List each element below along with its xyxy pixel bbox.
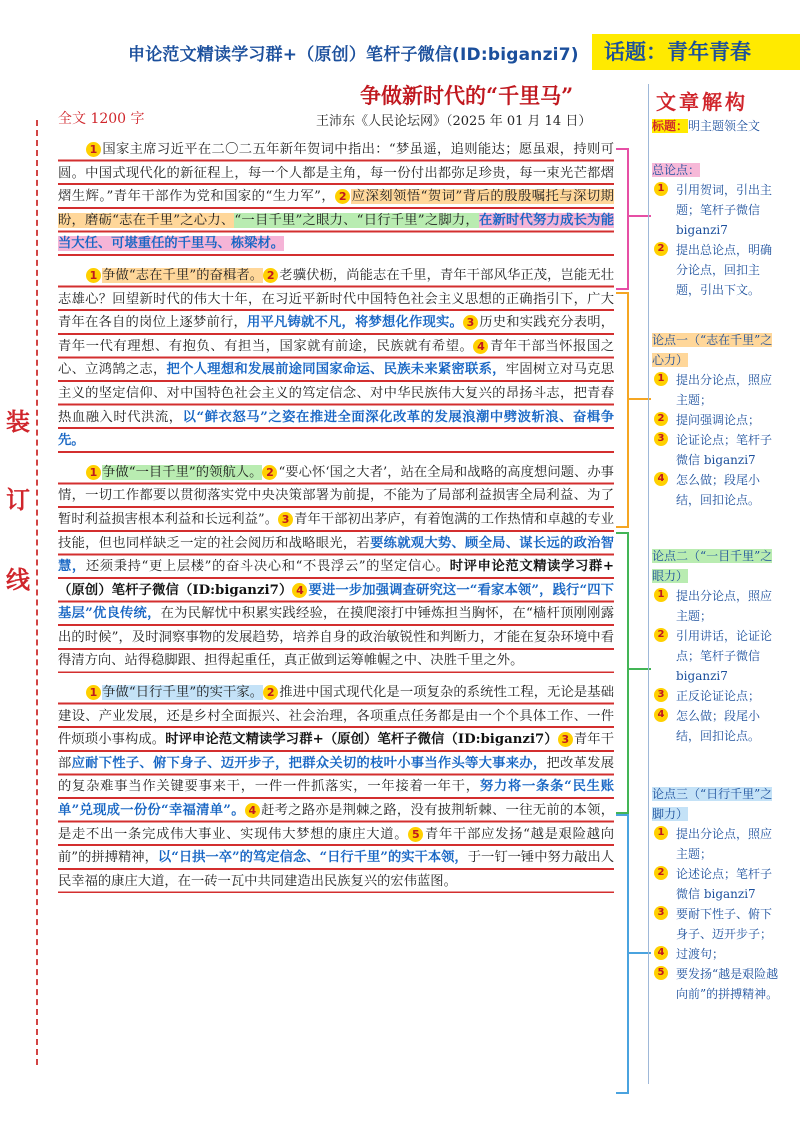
sentence-number-badge: 3 bbox=[558, 732, 573, 747]
text-segment: 青年干部当怀报国之心、立鸿鹄之志， bbox=[58, 338, 615, 378]
brace-intro bbox=[616, 148, 629, 290]
sidebar-item-number: 2 bbox=[654, 866, 668, 880]
text-segment: 用平凡铸就不凡，将梦想化作现实。 bbox=[247, 315, 463, 331]
text-segment: 时评申论范文精读学习群+（原创）笔杆子微信（ID:biganzi7） bbox=[58, 559, 614, 598]
sidebar-item-text: 引用讲话，论证论点；笔杆子微信 biganzi7 bbox=[676, 629, 773, 683]
text-segment: 赶考之路亦是荆棘之路，没有披荆斩棘、一往无前的本领，是走不出一条完成伟大事业、实现伟大梦想的康庄大道。 bbox=[58, 803, 614, 842]
sidebar-item-number: 2 bbox=[654, 242, 668, 256]
text-segment: 推进中国式现代化是一项复杂的系统性工程，无论是基础建设、产业发展，还是乡村全面振兴、社会治理，各项重点任务都是由一个个具体工作、一件件烦琐小事构成。 bbox=[58, 685, 614, 748]
sentence-number-badge: 5 bbox=[408, 827, 423, 842]
sidebar-item bbox=[650, 430, 780, 470]
sidebar-heading-text: 明主题领全文 bbox=[688, 119, 761, 133]
sentence-number-badge: 2 bbox=[263, 268, 278, 283]
binding-char-1: 装 bbox=[6, 407, 30, 436]
text-segment: 在新时代努力成长为能当大任、可堪重任的千里马、栋梁材。 bbox=[58, 212, 614, 252]
text-segment: 青年干部 bbox=[58, 732, 614, 771]
sidebar-title: 文章解构 bbox=[656, 90, 748, 114]
text-segment: 牢固树立对马克思主义的坚定信仰、对中国特色社会主义的笃定信念、对中华民族伟大复兴的昂扬斗志，把青春热血融入时代洪流， bbox=[58, 362, 615, 425]
group-name: 申论范文精读学习群+（原创）笔杆子微信(ID:biganzi7) bbox=[128, 45, 579, 65]
article-byline: 王沛东《人民论坛网》（2025 年 01 月 14 日） bbox=[316, 114, 592, 129]
sidebar-item-number: 2 bbox=[654, 412, 668, 426]
sidebar-item-number: 4 bbox=[654, 946, 668, 960]
sidebar-item-number: 4 bbox=[654, 472, 668, 486]
header-bar bbox=[0, 34, 800, 70]
binding-margin-line bbox=[36, 120, 38, 1065]
article-paragraph-1 bbox=[58, 138, 614, 256]
sidebar-heading-text: 标题： bbox=[652, 119, 689, 133]
sidebar-item-number: 4 bbox=[654, 708, 668, 722]
sidebar-item bbox=[650, 586, 780, 626]
article-body bbox=[58, 138, 614, 901]
text-segment: 应深刻领悟“贺词”背后的殷殷嘱托与深切期盼，磨砺“志在千里”之心力、 bbox=[58, 189, 614, 228]
text-segment: 应耐下性子、俯下身子、迈开步子，把群众关切的枝叶小事当作头等大事来办， bbox=[71, 755, 547, 771]
sidebar-heading-text: 论点二（“一目千里”之眼力） bbox=[652, 549, 773, 583]
sidebar-block-3 bbox=[650, 546, 780, 746]
sidebar-item-text: 怎么做；段尾小结，回扣论点。 bbox=[676, 473, 761, 507]
text-segment: “要心怀‘国之大者’，站在全局和战略的高度想问题、办事情，一切工作都要以贯彻落实党中央决策部署为前提，不能为了局部利益损害全局利益、为了暂时利益损害根本利益和长远利益”。 bbox=[58, 464, 614, 527]
text-segment: 在为民解忧中积累实践经验，在摸爬滚打中锤炼担当胸怀，在“樯杆顶刚刚露出的时候”，及时洞察事物的发展趋势，培养自身的政治敏锐性和判断力，才能在复杂环境中看得清方向、站得稳脚跟、担得起重任，真正做到运筹帷幄之中、决胜千里之外。 bbox=[58, 606, 615, 669]
sidebar-item-number: 1 bbox=[654, 588, 668, 602]
sentence-number-badge: 2 bbox=[263, 685, 278, 700]
sidebar-item-number: 1 bbox=[654, 182, 668, 196]
text-segment: 于一钉一锤中努力敲出人民幸福的康庄大道，在一砖一瓦中共同建造出民族复兴的宏伟蓝图。 bbox=[58, 850, 615, 889]
sidebar-item-text: 要发扬“越是艰险越向前”的拼搏精神。 bbox=[676, 967, 779, 1001]
text-segment: 历史和实践充分表明，青年一代有理想、有抱负、有担当，国家就有前途，民族就有希望。 bbox=[58, 315, 614, 354]
article-paragraph-3 bbox=[58, 461, 614, 673]
binding-char-3: 线 bbox=[6, 565, 30, 594]
sidebar-item bbox=[650, 686, 780, 706]
sidebar-item bbox=[650, 470, 780, 510]
text-segment: “一目千里”之眼力、“日行千里”之脚力， bbox=[234, 212, 479, 228]
text-segment: 以“日拱一卒”的笃定信念、“日行千里”的实干本领， bbox=[157, 850, 468, 866]
sidebar-item bbox=[650, 964, 780, 1004]
brace-point3 bbox=[616, 814, 629, 1094]
sidebar-item-number: 5 bbox=[654, 966, 668, 980]
sentence-number-badge: 4 bbox=[473, 339, 488, 354]
text-segment: 争做“一目千里”的领航人。 bbox=[102, 464, 263, 480]
sidebar-item bbox=[650, 410, 780, 430]
sidebar-item-number: 3 bbox=[654, 688, 668, 702]
sidebar-item-number: 1 bbox=[654, 372, 668, 386]
sidebar-block-heading bbox=[650, 546, 780, 586]
sidebar-block-4 bbox=[650, 784, 780, 1004]
sentence-number-badge: 2 bbox=[262, 465, 277, 480]
article-paragraph-2 bbox=[58, 264, 614, 453]
text-segment: 青年干部应发扬“越是艰险越向前”的拼搏精神， bbox=[58, 826, 614, 866]
text-segment: 要进一步加强调查研究这一“看家本领”，践行“四下基层”优良传统， bbox=[58, 582, 614, 622]
sidebar-item-text: 怎么做；段尾小结，回扣论点。 bbox=[676, 709, 761, 743]
word-count: 全文 1200 字 bbox=[58, 111, 145, 127]
sentence-number-badge: 3 bbox=[278, 512, 293, 527]
sidebar-block-2 bbox=[650, 330, 780, 510]
sidebar-item-text: 提出分论点，照应主题； bbox=[676, 827, 773, 861]
sidebar-item-number: 1 bbox=[654, 826, 668, 840]
sidebar-item-number: 2 bbox=[654, 628, 668, 642]
text-segment: 争做“志在千里”的奋楫者。 bbox=[102, 267, 264, 283]
sidebar-item bbox=[650, 864, 780, 904]
sidebar-item-number: 3 bbox=[654, 906, 668, 920]
text-segment: 努力将一条条“民生账单”兑现成一份份“幸福清单”。 bbox=[58, 779, 615, 819]
article-paragraph-4 bbox=[58, 681, 614, 893]
sentence-number-badge: 3 bbox=[463, 315, 478, 330]
text-segment: 把个人理想和发展前途同国家命运、民族未来紧密联系， bbox=[166, 362, 506, 378]
sidebar-block-0 bbox=[650, 116, 780, 136]
sidebar-item bbox=[650, 824, 780, 864]
sentence-number-badge: 1 bbox=[86, 465, 101, 480]
sidebar-item bbox=[650, 180, 780, 240]
sidebar-block-1 bbox=[650, 160, 780, 300]
sidebar-block-heading bbox=[650, 116, 780, 136]
brace-point1 bbox=[616, 292, 629, 528]
topic-badge: 话题：青年青春 bbox=[592, 34, 800, 70]
sidebar-item-text: 提出分论点，照应主题； bbox=[676, 373, 773, 407]
text-segment: 把改革发展的复杂难事当作关键要事来干，一件一件抓落实，一年接着一年干， bbox=[58, 755, 615, 795]
sidebar-block-heading bbox=[650, 160, 780, 180]
sidebar-item-text: 论述论点；笔杆子微信 biganzi7 bbox=[676, 867, 773, 901]
sidebar-heading-text: 论点一（“志在千里”之心力） bbox=[652, 333, 773, 367]
sidebar-item bbox=[650, 240, 780, 300]
text-segment: 还须秉持“更上层楼”的奋斗决心和“不畏浮云”的坚定信心。 bbox=[85, 559, 450, 575]
sidebar-item-text: 正反论证论点； bbox=[676, 689, 761, 703]
text-segment: 青年干部初出茅庐，有着饱满的工作热情和卓越的专业技能，但也同样缺乏一定的社会阅历和战略眼光，若 bbox=[58, 511, 614, 551]
sentence-number-badge: 1 bbox=[86, 142, 101, 157]
sidebar-block-heading bbox=[650, 330, 780, 370]
text-segment: 老骥伏枥，尚能志在千里，青年干部风华正茂，岂能无壮志雄心？回望新时代的伟大十年，在习近平新时代中国特色社会主义思想的正确指引下，广大青年在各自的岗位上逐梦前行， bbox=[58, 267, 614, 331]
sidebar-heading-text: 总论点： bbox=[652, 163, 701, 177]
sidebar-item-text: 过渡句； bbox=[676, 947, 725, 961]
sidebar-item bbox=[650, 944, 780, 964]
sidebar-item bbox=[650, 904, 780, 944]
sentence-number-badge: 1 bbox=[86, 268, 101, 283]
sidebar-block-heading bbox=[650, 784, 780, 824]
article-title: 争做新时代的“千里马” bbox=[360, 83, 574, 108]
sidebar-item bbox=[650, 370, 780, 410]
sentence-number-badge: 4 bbox=[245, 803, 260, 818]
sidebar-heading-text: 论点三（“日行千里”之脚力） bbox=[652, 787, 773, 821]
sidebar-item-text: 引用贺词，引出主题；笔杆子微信 biganzi7 bbox=[676, 183, 773, 237]
sidebar-item bbox=[650, 626, 780, 686]
sidebar-item-text: 提问强调论点； bbox=[676, 413, 761, 427]
sentence-number-badge: 2 bbox=[335, 189, 350, 204]
sidebar-item-text: 提出分论点，照应主题； bbox=[676, 589, 773, 623]
brace-point2 bbox=[616, 532, 629, 814]
sidebar-item-number: 3 bbox=[654, 432, 668, 446]
text-segment: 时评申论范文精读学习群+（原创）笔杆子微信（ID:biganzi7） bbox=[165, 732, 558, 748]
text-segment: 国家主席习近平在二〇二五年新年贺词中指出：“梦虽遥，追则能达；愿虽艰，持则可圆。中国式现代化的新征程上，每一个人都是主角，每一份付出都弥足珍贵，每一束光芒都熠熠生辉。”青年干部作为党和国家的“生力军”， bbox=[58, 142, 614, 205]
text-segment: 要练就观大势、顾全局、谋长远的政治智慧， bbox=[58, 535, 615, 575]
binding-char-2: 订 bbox=[6, 485, 30, 514]
sidebar-item-text: 论证论点；笔杆子微信 biganzi7 bbox=[676, 433, 773, 467]
sidebar-item-text: 要耐下性子、俯下身子、迈开步子； bbox=[676, 907, 773, 941]
sentence-number-badge: 4 bbox=[292, 583, 307, 598]
sentence-number-badge: 1 bbox=[86, 685, 101, 700]
text-segment: 以“鲜衣怒马”之姿在推进全面深化改革的发展浪潮中劈波斩浪、奋楫争先。 bbox=[58, 409, 615, 449]
text-segment: 争做“日行千里”的实干家。 bbox=[102, 685, 264, 701]
sidebar-item bbox=[650, 706, 780, 746]
sidebar-item-text: 提出总论点，明确分论点，回扣主题，引出下文。 bbox=[676, 243, 773, 297]
